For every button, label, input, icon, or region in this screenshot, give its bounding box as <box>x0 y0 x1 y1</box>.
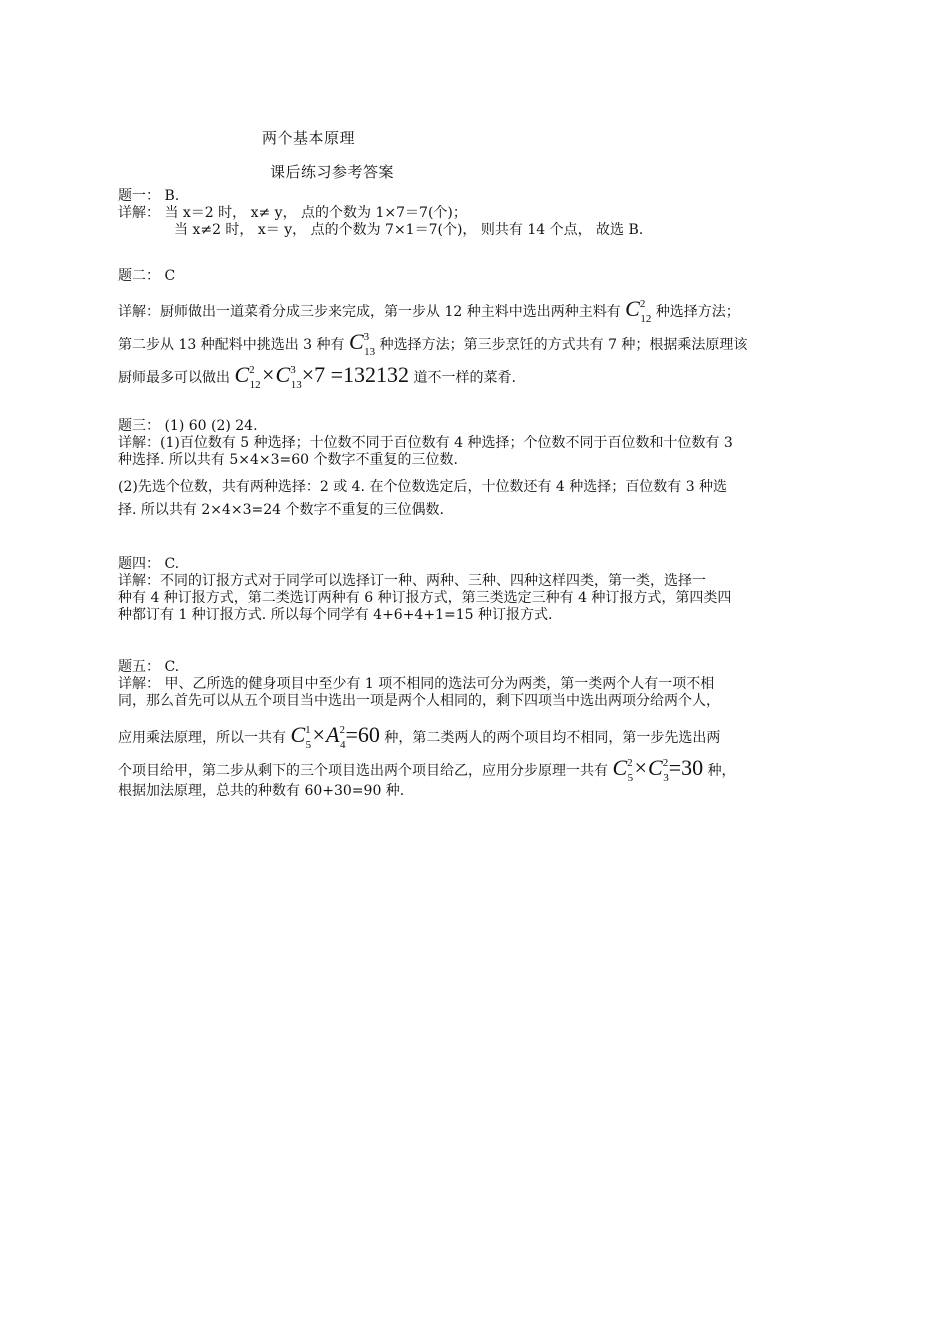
q5-line-3-text-b: 种，第二类两人的两个项目均不相同，第一步先选出两 <box>384 730 721 746</box>
q5-line-4 <box>118 747 838 784</box>
q3-answer: 题三： (1) 60 (2) 24. <box>118 418 258 434</box>
document-title: 两个基本原理 <box>262 129 356 147</box>
q1-line-1: 详解： 当 x＝2 时， x≠ y， 点的个数为 1×7＝7(个)； <box>118 205 467 221</box>
q2-line-3-text-b: 道不一样的菜肴. <box>413 370 516 386</box>
q2-line-1 <box>118 288 838 325</box>
q3-line-1: 详解：(1)百位数有 5 种选择；十位数不同于百位数有 4 种选择；个位数不同于百位数和十位数有 3 <box>118 435 733 451</box>
q5-formula-2-result: =30 <box>668 755 704 780</box>
q4-line-3: 种都订有 1 种订报方式. 所以每个同学有 4+6+4+1=15 种订报方式. <box>118 607 553 623</box>
question-2 <box>118 288 838 391</box>
q2-line-3-text-a: 厨师最多可以做出 <box>118 370 230 386</box>
question-4 <box>118 556 838 624</box>
q3-line-3: (2)先选个位数，共有两种选择：2 或 4. 在个位数选定后，十位数还有 4 种选择；百位数有 3 种选 <box>118 479 728 495</box>
q2-formula-c12-2: $C^2_{12}$ <box>625 296 652 325</box>
q5-formula-c5-2-c3-2: $C^2_5\times C^2_3$ <box>612 755 669 784</box>
document-subtitle: 课后练习参考答案 <box>270 163 395 181</box>
q2-line-3 <box>118 354 838 391</box>
q5-line-3-text-a: 应用乘法原理，所以一共有 <box>118 730 286 746</box>
q4-line-2: 种有 4 种订报方式，第二类选订两种有 6 种订报方式，第三类选定三种有 4 种订报方式，第四类四 <box>118 590 732 606</box>
q1-answer: 题一： B. <box>118 188 180 204</box>
q5-line-1: 详解： 甲、乙所选的健身项目中至少有 1 项不相同的选法可分为两类，第一类两个人有一项不相 <box>118 676 715 692</box>
q5-line-4-text-a: 个项目给甲，第二步从剩下的三个项目选出两个项目给乙，应用分步原理一共有 <box>118 763 608 779</box>
q3-line-4: 择. 所以共有 2×4×3=24 个数字不重复的三位偶数. <box>118 502 444 518</box>
q2-line-2-text-b: 种选择方法；第三步烹饪的方式共有 7 种；根据乘法原理该 <box>379 337 748 353</box>
q4-answer: 题四： C. <box>118 556 180 572</box>
q5-line-4-text-b: 种， <box>707 763 736 779</box>
q5-line-5: 根据加法原理，总共的种数有 60+30=90 种. <box>118 783 405 799</box>
q5-answer: 题五： C. <box>118 659 180 675</box>
q2-formula-product: $C^2_{12}\times C^3_{13}$ <box>234 362 302 391</box>
q2-formula-c13-3: $C^3_{13}$ <box>348 329 376 358</box>
q1-line-2: 当 x≠2 时， x＝ y， 点的个数为 7×1＝7(个)， 则共有 14 个点， 故选 B. <box>174 222 644 238</box>
q2-line-2 <box>118 321 838 358</box>
q2-line-1-text-a: 详解：厨师做出一道菜肴分成三步来完成，第一步从 12 种主料中选出两种主料有 <box>118 304 621 320</box>
question-5-formulas <box>118 714 838 802</box>
q5-formula-c5-1-a4-2: $C^1_5\times A^2_4$ <box>290 722 346 751</box>
q5-line-2: 同，那么首先可以从五个项目当中选出一项是两个人相同的，剩下四项当中选出两项分给两个人， <box>118 693 720 709</box>
question-5 <box>118 659 838 710</box>
q2-line-1-text-b: 种选择方法； <box>655 304 740 320</box>
q2-line-2-text-a: 第二步从 13 种配料中挑选出 3 种有 <box>118 337 345 353</box>
q2-formula-result: ×7 =132132 <box>301 362 410 387</box>
q3-line-2: 种选择. 所以共有 5×4×3=60 个数字不重复的三位数. <box>118 452 458 468</box>
q4-line-1: 详解：不同的订报方式对于同学可以选择订一种、两种、三种、四种这样四类，第一类，选择一 <box>118 573 706 589</box>
q5-formula-1-result: =60 <box>345 722 380 747</box>
q2-answer: 题二： C <box>118 268 176 284</box>
question-1 <box>118 188 838 239</box>
question-2-header-block <box>118 268 838 285</box>
question-3 <box>118 418 838 469</box>
question-3-part-2 <box>118 476 838 522</box>
q5-line-3 <box>118 714 838 751</box>
